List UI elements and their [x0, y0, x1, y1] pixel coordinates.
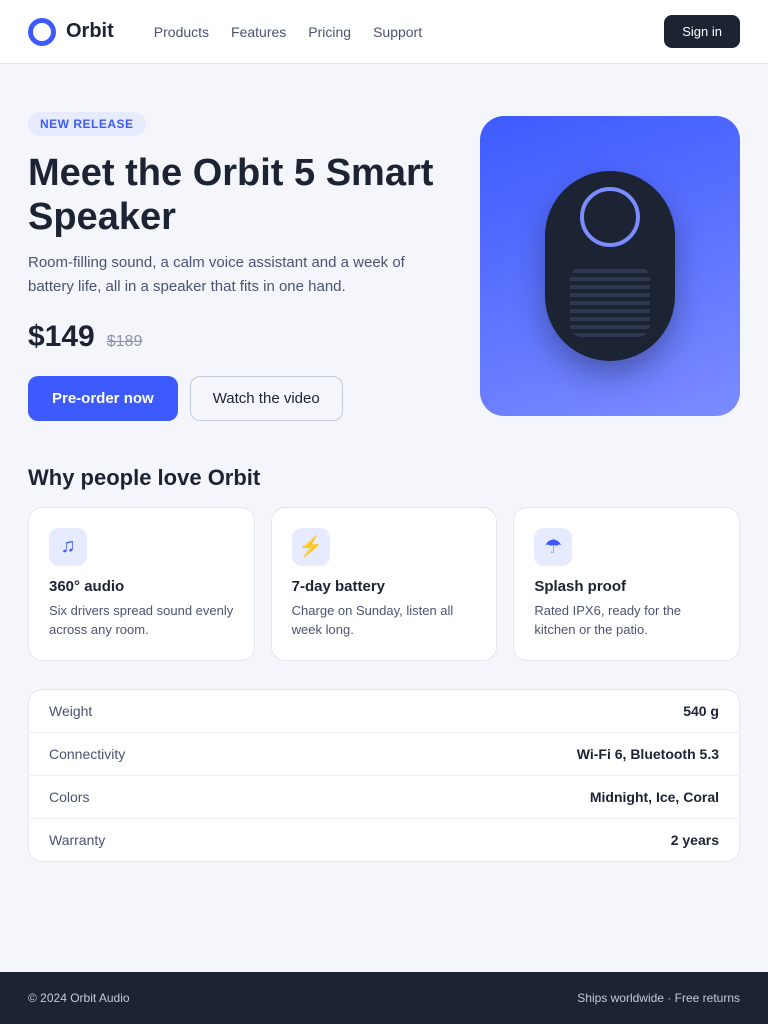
spec-value: 2 years — [670, 831, 719, 848]
product-image — [480, 116, 740, 416]
hero-text — [28, 112, 452, 421]
spec-key: Weight — [49, 702, 93, 719]
copyright-text: © 2024 Orbit Audio — [28, 991, 130, 1005]
music-note-icon: ♫ — [49, 528, 87, 566]
price-row — [28, 320, 452, 354]
spec-row — [29, 733, 739, 776]
brand-name: Orbit — [66, 20, 114, 42]
top-nav — [0, 0, 768, 64]
feature-text: Six drivers spread sound evenly across any room. — [49, 602, 234, 638]
watch-video-button[interactable]: Watch the video — [190, 376, 343, 421]
shipping-note: Ships worldwide · Free returns — [577, 991, 740, 1005]
spec-row — [29, 819, 739, 861]
speaker-illustration — [545, 171, 675, 361]
feature-text: Charge on Sunday, listen all week long. — [291, 602, 454, 638]
feature-title: Splash proof — [534, 577, 626, 595]
spec-row — [29, 776, 739, 819]
lightning-icon: ⚡ — [292, 528, 330, 566]
pre-order-button[interactable]: Pre-order now — [28, 376, 178, 421]
feature-card — [271, 507, 498, 661]
hero-title: Meet the Orbit 5 Smart Speaker — [28, 152, 434, 238]
spec-value: Wi-Fi 6, Bluetooth 5.3 — [576, 745, 719, 762]
grille-pattern — [570, 267, 650, 337]
feature-card — [513, 507, 740, 661]
spec-key: Colors — [49, 788, 90, 805]
features-grid — [0, 507, 768, 661]
brand-logo[interactable] — [28, 18, 114, 46]
feature-text: Rated IPX6, ready for the kitchen or the patio. — [534, 602, 682, 638]
spec-key: Connectivity — [49, 745, 126, 762]
release-badge: NEW RELEASE — [28, 112, 146, 136]
feature-title: 7-day battery — [291, 577, 386, 595]
hero-subtitle: Room-filling sound, a calm voice assistant and a week of battery life, all in a speaker that fits in one hand. — [28, 254, 405, 295]
feature-card — [28, 507, 255, 661]
feature-title: 360° audio — [49, 577, 125, 595]
hero-section — [0, 64, 768, 457]
spec-key: Warranty — [49, 831, 106, 848]
spec-value: 540 g — [683, 702, 719, 719]
spec-row — [29, 690, 739, 733]
spec-value: Midnight, Ice, Coral — [589, 788, 719, 805]
hero-buttons — [28, 376, 452, 421]
nav-link-pricing[interactable]: Pricing — [308, 23, 352, 40]
umbrella-icon: ☂ — [534, 528, 572, 566]
nav-links — [154, 24, 422, 40]
logo-ring-icon — [28, 18, 56, 46]
current-price: $149 — [28, 319, 95, 353]
light-ring-icon — [580, 187, 640, 247]
nav-link-features[interactable]: Features — [231, 23, 287, 40]
features-title: Why people love Orbit — [28, 464, 261, 490]
nav-link-products[interactable]: Products — [153, 23, 210, 40]
page-footer — [0, 972, 768, 1024]
old-price: $189 — [106, 332, 143, 350]
spec-table — [28, 689, 740, 862]
nav-link-support[interactable]: Support — [373, 23, 423, 40]
sign-in-button[interactable]: Sign in — [664, 15, 740, 48]
